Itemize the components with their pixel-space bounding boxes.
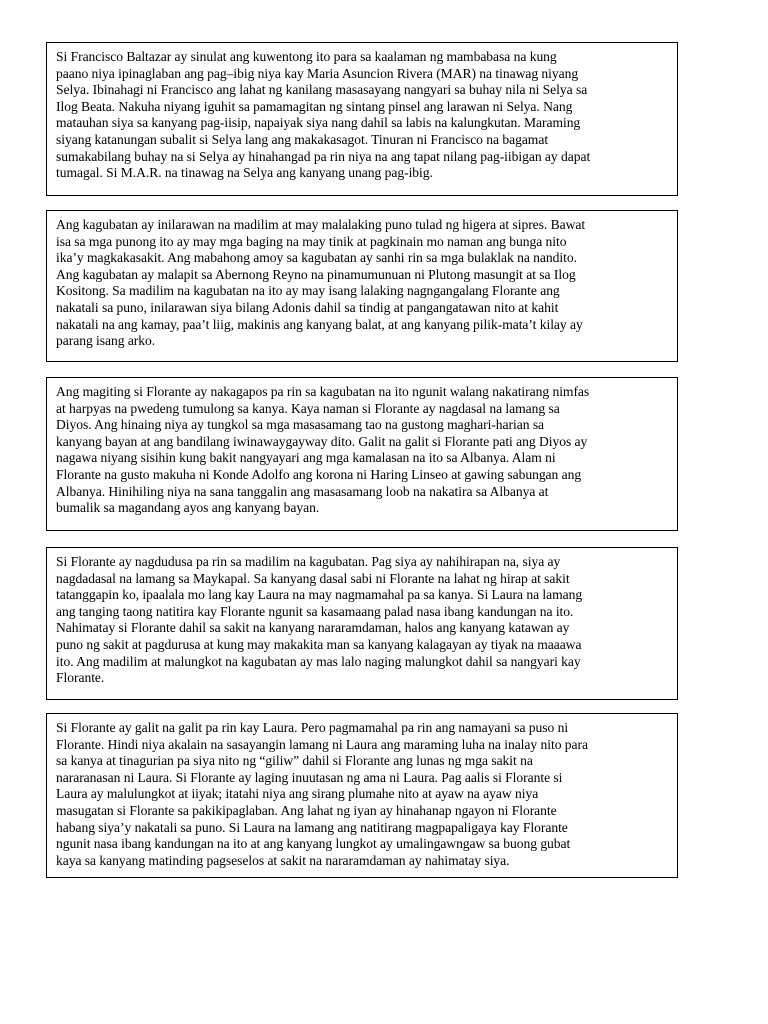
summary-paragraph-3: Ang magiting si Florante ay nakagapos pa rin sa kagubatan na ito ngunit walang nakatirang nimfas at harpyas na pwedeng tumulong sa kanya. Kaya naman si Florante ay nagdasal na lamang sa Diyos. Ang hinaing niya ay tungkol sa mga masasamang tao na gustong maghari-harian sa kanyang bayan at ang bandilang iwinawaygayway dito. Galit na galit si Florante pati ang Diyos ay nagawa niyang sisihin kung bakit nangyayari ang mga kamalasan na ito sa Albanya. Alam ni Florante na gusto makuha ni Konde Adolfo ang korona ni Haring Linseo at gawing sabungan ang Albanya. Hinihiling niya na sana tanggalin ang masasamang loob na nakatira sa Albanya at bumalik sa magandang ayos ang kanyang bayan. xyxy=(56,384,590,516)
summary-box-5 xyxy=(46,713,678,878)
summary-paragraph-1: Si Francisco Baltazar ay sinulat ang kuwentong ito para sa kaalaman ng mambabasa na kung paano niya ipinaglaban ang pag–ibig niya kay Maria Asuncion Rivera (MAR) na tinawag niyang Selya. Ibinahagi ni Francisco ang lahat ng kanilang masasayang nangyari sa buhay nila ni Selya sa Ilog Beata. Nakuha niyang iguhit sa pamamagitan ng sintang pinsel ang larawan ni Selya. Nang matauhan siya sa kanyang pag-iisip, napaiyak siya nang dahil sa labis na kalungkutan. Maraming siyang katanungan subalit si Selya lang ang makakasagot. Tinuran ni Francisco na bagamat sumakabilang buhay na si Selya ay hinahangad pa rin niya na ang tapat nilang pag-iibigan ay dapat tumagal. Si M.A.R. na tinawag na Selya ang kanyang unang pag-ibig. xyxy=(56,49,591,181)
summary-paragraph-5: Si Florante ay galit na galit pa rin kay Laura. Pero pagmamahal pa rin ang namayani sa puso ni Florante. Hindi niya akalain na sasayangin lamang ni Laura ang maraming luha na inalay nito para sa kanya at tinagurian pa siya nito ng “giliw” dahil si Florante ang lunas ng mga sakit na nararanasan ni Laura. Si Florante ay laging inuutasan ng ama ni Laura. Pag aalis si Florante si Laura ay malulungkot at iiyak; itatahi niya ang sirang plumahe nito at ayaw na ayaw niya masugatan si Florante sa pakikipaglaban. Ang lahat ng iyan ay hinahanap ngayon ni Florante habang siya’y nakatali sa puno. Si Laura na lamang ang natitirang magpapaligaya kay Florante ngunit nasa ibang kandungan na ito at ang kanyang lungkot ay umalingawngaw sa buong gubat kaya sa kanyang matinding pagseselos at sakit na nararamdaman ay nahimatay siya. xyxy=(56,720,588,868)
summary-box-4 xyxy=(46,547,678,700)
summary-box-2 xyxy=(46,210,678,362)
summary-paragraph-4: Si Florante ay nagdudusa pa rin sa madilim na kagubatan. Pag siya ay nahihirapan na, siya ay nagdadasal na lamang sa Maykapal. Sa kanyang dasal sabi ni Florante na lahat ng hirap at sakit tatanggapin ko, ipaalala mo lang kay Laura na may nagmamahal pa sa kanya. Si Laura na lamang ang tanging taong natitira kay Florante ngunit sa kasamaang palad nasa ibang kandungan na ito. Nahimatay si Florante dahil sa sakit na kanyang nararamdaman, halos ang kanyang katawan ay puno ng sakit at pagdurusa at kung may makakita man sa kanyang kalagayan ay tiyak na maaawa ito. Ang madilim at malungkot na kagubatan ay mas lalo naging malungkot dahil sa nangyari kay Florante. xyxy=(56,554,583,686)
summary-box-1 xyxy=(46,42,678,196)
summary-paragraph-2: Ang kagubatan ay inilarawan na madilim at may malalaking puno tulad ng higera at sipres. Bawat isa sa mga punong ito ay may mga baging na may tinik at pagkinain mo naman ang bunga nito ika’y magkakasakit. Ang mabahong amoy sa kagubatan ay sanhi rin sa mga bulaklak na nandito. Ang kagubatan ay malapit sa Abernong Reyno na pinamumunuan ni Plutong masungit at sa Ilog Kositong. Sa madilim na kagubatan na ito ay may isang lalaking nagngangalang Florante ang nakatali sa puno, inilarawan siya bilang Adonis dahil sa tindig at pangangatawan nito at kahit nakatali na ang kamay, paa’t liig, makinis ang kanyang balat, at ang kanyang pilik-mata’t kilay ay parang isang arko. xyxy=(56,217,586,349)
summary-box-3 xyxy=(46,377,678,531)
